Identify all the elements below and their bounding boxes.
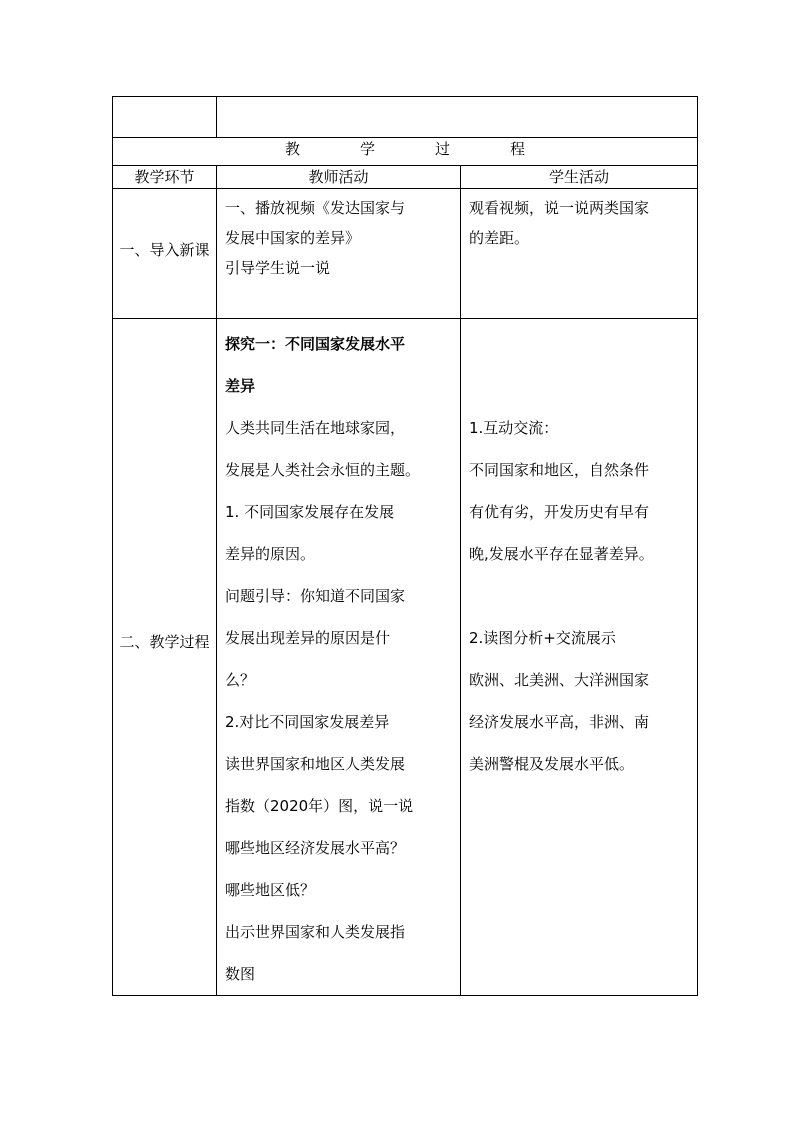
process-teacher-cell	[217, 319, 461, 996]
intro-teacher-line: 引导学生说一说	[225, 259, 331, 277]
teacher-line: 读世界国家和地区人类发展	[225, 755, 406, 773]
student-line: 2.读图分析+交流展示	[469, 629, 616, 647]
process-title-cell	[113, 138, 698, 166]
blank-row	[113, 97, 698, 138]
student-line: 欧洲、北美洲、大洋洲国家	[469, 671, 650, 689]
teacher-line: 差异的原因。	[225, 545, 316, 563]
process-title: 教学过程	[284, 140, 585, 158]
header-teacher: 教师活动	[217, 166, 461, 189]
teacher-line: 么？	[225, 671, 256, 689]
student-line: 1.互动交流：	[469, 419, 559, 437]
process-stage-label: 二、教学过程	[119, 633, 210, 651]
blank-cell-left	[113, 97, 217, 138]
student-line: 晚,发展水平存在显著差异。	[469, 545, 654, 563]
intro-student-line: 观看视频，说一说两类国家	[469, 199, 650, 217]
process-row	[113, 319, 698, 996]
teacher-line: 人类共同生活在地球家园，	[225, 419, 406, 437]
intro-student-line: 的差距。	[469, 229, 530, 247]
student-line: 美洲警棍及发展水平低。	[469, 755, 635, 773]
student-line: 有优有劣，开发历史有早有	[469, 503, 650, 521]
student-line: 经济发展水平高，非洲、南	[469, 713, 650, 731]
process-stage-cell	[113, 319, 217, 996]
teacher-line: 哪些地区低？	[225, 881, 316, 899]
teacher-line: 哪些地区经济发展水平高？	[225, 839, 406, 857]
blank-cell-right	[217, 97, 698, 138]
teacher-line: 出示世界国家和人类发展指	[225, 923, 406, 941]
process-student-cell	[461, 319, 698, 996]
intro-student-cell	[461, 189, 698, 319]
teacher-line: 指数（2020年）图，说一说	[225, 797, 414, 815]
teacher-line: 发展出现差异的原因是什	[225, 629, 391, 647]
intro-row	[113, 189, 698, 319]
process-title-row	[113, 138, 698, 166]
teacher-line: 2.对比不同国家发展差异	[225, 713, 390, 731]
teacher-line: 问题引导：你知道不同国家	[225, 587, 406, 605]
header-student: 学生活动	[461, 166, 698, 189]
intro-stage-cell	[113, 189, 217, 319]
teacher-heading-line: 探究一：不同国家发展水平	[225, 335, 406, 353]
intro-teacher-line: 一、播放视频《发达国家与	[225, 199, 406, 217]
teacher-line: 发展是人类社会永恒的主题。	[225, 461, 421, 479]
header-stage: 教学环节	[113, 166, 217, 189]
lesson-plan-table	[112, 96, 698, 996]
intro-stage-label: 一、导入新课	[119, 240, 210, 259]
teacher-line: 1. 不同国家发展存在发展	[225, 503, 395, 521]
student-line: 不同国家和地区，自然条件	[469, 461, 650, 479]
teacher-heading-line: 差异	[225, 377, 256, 395]
intro-teacher-line: 发展中国家的差异》	[225, 229, 361, 247]
teacher-line: 数图	[225, 965, 256, 983]
intro-teacher-cell	[217, 189, 461, 319]
header-row	[113, 166, 698, 189]
